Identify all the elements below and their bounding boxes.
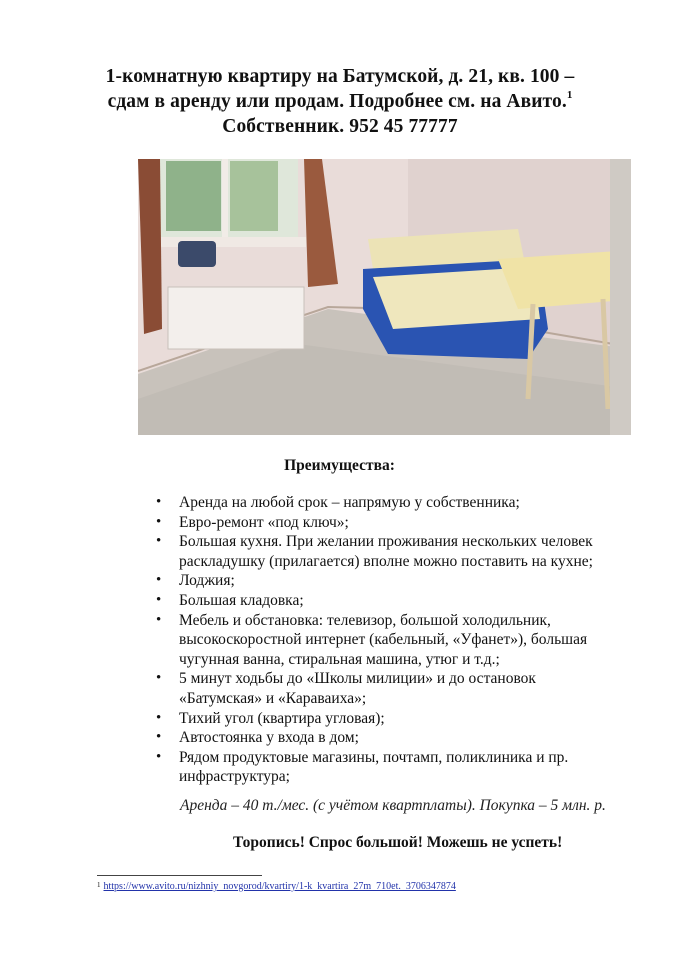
document-title <box>40 64 640 139</box>
list-item <box>152 571 593 591</box>
advantages-heading: Преимущества: <box>284 457 395 474</box>
title-line-1: 1-комнатную квартиру на Батумской, д. 21, кв. 100 – <box>105 66 575 87</box>
list-item <box>152 669 593 708</box>
list-item-text: Большая кухня. При желании проживания нескольких человек <box>179 533 593 551</box>
list-item-text: инфраструктура; <box>179 768 290 786</box>
title-line-2 <box>40 89 640 114</box>
list-item-text: Тихий угол (квартира угловая); <box>179 709 385 727</box>
title-line-2-text: сдам в аренду или продам. Подробнее см. на Авито. <box>107 91 567 112</box>
list-item <box>152 532 593 571</box>
footnote-link[interactable]: https://www.avito.ru/nizhniy_novgorod/kvartiry/1-k_kvartira_27m_710et._3706347874 <box>103 881 456 892</box>
list-item-text: Лоджия; <box>179 572 235 590</box>
footnote <box>97 881 456 892</box>
list-item <box>152 513 593 533</box>
list-item <box>152 591 593 611</box>
list-item-text: высокоскоростной интернет (кабельный, «Уфанет»), большая <box>179 631 588 649</box>
footnote-reference[interactable]: 1 <box>566 89 573 101</box>
list-item <box>152 709 593 729</box>
list-item <box>152 611 593 670</box>
list-item-text: «Батумская» и «Караваиха»; <box>179 689 367 707</box>
list-item <box>152 728 593 748</box>
list-item-text: Мебель и обстановка: телевизор, большой холодильник, <box>179 611 551 629</box>
list-item-text: Рядом продуктовые магазины, почтамп, поликлиника и пр. <box>179 748 569 766</box>
list-item-text: 5 минут ходьбы до «Школы милиции» и до остановок <box>179 670 536 688</box>
list-item-text: Большая кладовка; <box>179 591 304 609</box>
list-item-text: Автостоянка у входа в дом; <box>179 729 359 747</box>
list-item-text: раскладушку (прилагается) вполне можно поставить на кухне; <box>179 552 593 570</box>
list-item-text: Аренда на любой срок – напрямую у собственника; <box>179 494 520 511</box>
call-to-action: Торопись! Спрос большой! Можешь не успеть! <box>233 834 563 851</box>
price-info: Аренда – 40 т./мес. (с учётом квартплаты). Покупка – 5 млн. р. <box>180 797 606 814</box>
footnote-mark: 1 <box>97 881 101 889</box>
advantages-list <box>152 493 593 787</box>
list-item <box>152 493 593 513</box>
title-line-3: Собственник. 952 45 77777 <box>222 116 458 137</box>
room-photo <box>138 159 631 435</box>
list-item-text: чугунная ванна, стиральная машина, утюг и т.д.; <box>179 650 500 668</box>
list-item-text: Евро-ремонт «под ключ»; <box>179 513 349 531</box>
list-item <box>152 748 593 787</box>
footnote-divider <box>97 875 262 876</box>
